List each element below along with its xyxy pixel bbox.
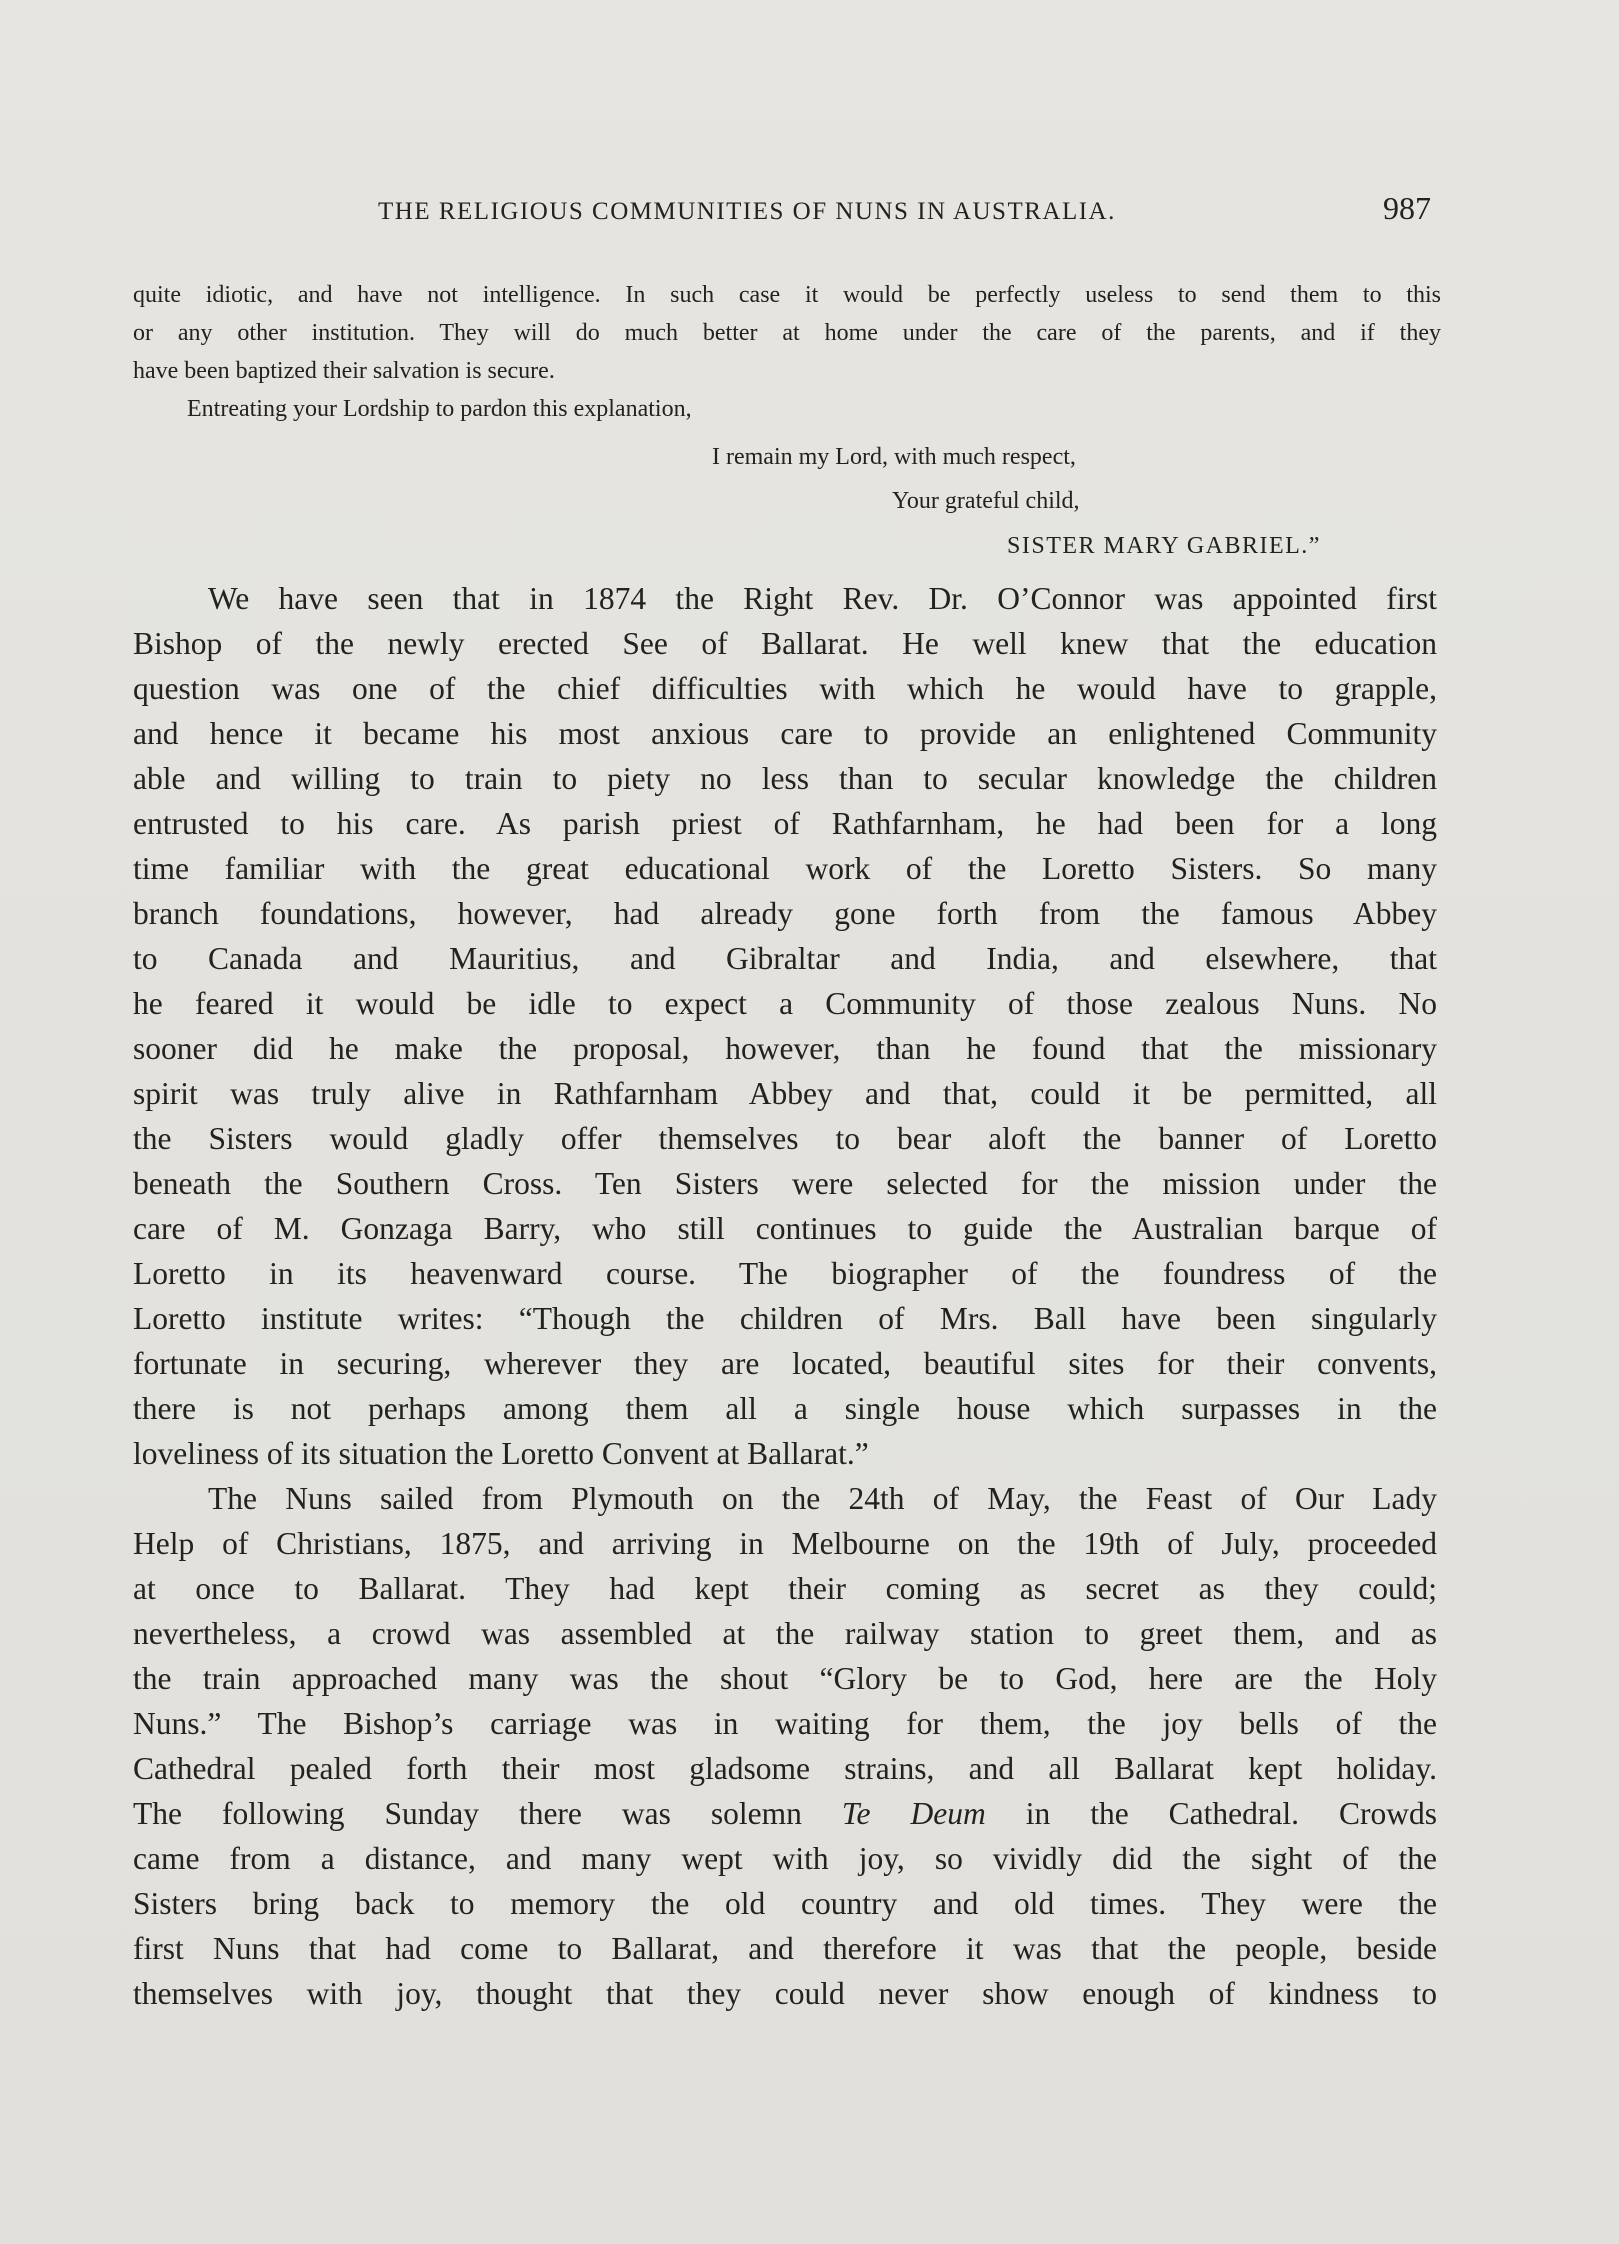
letter-signature: SISTER MARY GABRIEL.” <box>1007 533 1321 559</box>
text-line: loveliness of its situation the Loretto Convent at Ballarat.” <box>133 1436 869 1471</box>
text-line-te-deum <box>133 1791 1437 1836</box>
text-line: came from a distance, and many wept with joy, so vividly did the sight of the <box>133 1841 1437 1876</box>
text-line: The Nuns sailed from Plymouth on the 24th of May, the Feast of Our Lady <box>208 1481 1437 1516</box>
letter-line: quite idiotic, and have not intelligence. In such case it would be perfectly useless to send them to this <box>133 282 1441 308</box>
running-title: THE RELIGIOUS COMMUNITIES OF NUNS IN AUSTRALIA. <box>378 198 1116 225</box>
text-line: spirit was truly alive in Rathfarnham Abbey and that, could it be permitted, all <box>133 1076 1437 1111</box>
text-line: care of M. Gonzaga Barry, who still continues to guide the Australian barque of <box>133 1211 1437 1246</box>
text-line: Sisters bring back to memory the old country and old times. They were the <box>133 1886 1437 1921</box>
text-line: Cathedral pealed forth their most gladsome strains, and all Ballarat kept holiday. <box>133 1751 1437 1786</box>
text-line: he feared it would be idle to expect a Community of those zealous Nuns. No <box>133 986 1437 1021</box>
text-line: time familiar with the great educational work of the Loretto Sisters. So many <box>133 851 1437 886</box>
text-line: We have seen that in 1874 the Right Rev. Dr. O’Connor was appointed first <box>208 581 1437 616</box>
letter-closing: I remain my Lord, with much respect, <box>712 444 1076 470</box>
text-line: first Nuns that had come to Ballarat, and therefore it was that the people, beside <box>133 1931 1437 1966</box>
text-line: entrusted to his care. As parish priest of Rathfarnham, he had been for a long <box>133 806 1437 841</box>
paragraph-1 <box>133 576 1437 1476</box>
text-line: and hence it became his most anxious care to provide an enlightened Community <box>133 716 1437 751</box>
page-number: 987 <box>1383 190 1431 226</box>
te-deum-italic: Te Deum <box>841 1796 986 1831</box>
text-line: Help of Christians, 1875, and arriving in Melbourne on the 19th of July, proceeded <box>133 1526 1437 1561</box>
text-line: sooner did he make the proposal, however, than he found that the missionary <box>133 1031 1437 1066</box>
text-line: Loretto institute writes: “Though the children of Mrs. Ball have been singularly <box>133 1301 1437 1336</box>
text-line: question was one of the chief difficulties with which he would have to grapple, <box>133 671 1437 706</box>
letter-excerpt <box>133 276 1441 428</box>
text-line: at once to Ballarat. They had kept their coming as secret as they could; <box>133 1571 1437 1606</box>
text-line: to Canada and Mauritius, and Gibraltar and India, and elsewhere, that <box>133 941 1437 976</box>
letter-entreaty: Entreating your Lordship to pardon this explanation, <box>187 396 692 422</box>
letter-line: have been baptized their salvation is secure. <box>133 358 555 384</box>
text-line: Bishop of the newly erected See of Ballarat. He well knew that the education <box>133 626 1437 661</box>
letter-salutation: Your grateful child, <box>892 488 1080 514</box>
text-line: able and willing to train to piety no less than to secular knowledge the children <box>133 761 1437 796</box>
text-line: there is not perhaps among them all a single house which surpasses in the <box>133 1391 1437 1426</box>
text-line: the train approached many was the shout “Glory be to God, here are the Holy <box>133 1661 1437 1696</box>
text-line: fortunate in securing, wherever they are located, beautiful sites for their convents, <box>133 1346 1437 1381</box>
text-line: Nuns.” The Bishop’s carriage was in waiting for them, the joy bells of the <box>133 1706 1437 1741</box>
letter-line: or any other institution. They will do much better at home under the care of the parents, and if they <box>133 320 1441 346</box>
te-deum-after: in the Cathedral. Crowds <box>985 1796 1437 1831</box>
text-line: themselves with joy, thought that they could never show enough of kindness to <box>133 1976 1437 2011</box>
text-line: Loretto in its heavenward course. The biographer of the foundress of the <box>133 1256 1437 1291</box>
text-line: branch foundations, however, had already gone forth from the famous Abbey <box>133 896 1437 931</box>
text-line: nevertheless, a crowd was assembled at the railway station to greet them, and as <box>133 1616 1437 1651</box>
paragraph-2 <box>133 1476 1437 2016</box>
text-line: the Sisters would gladly offer themselves to bear aloft the banner of Loretto <box>133 1121 1437 1156</box>
text-line: beneath the Southern Cross. Ten Sisters were selected for the mission under the <box>133 1166 1437 1201</box>
te-deum-before: The following Sunday there was solemn <box>133 1796 842 1831</box>
